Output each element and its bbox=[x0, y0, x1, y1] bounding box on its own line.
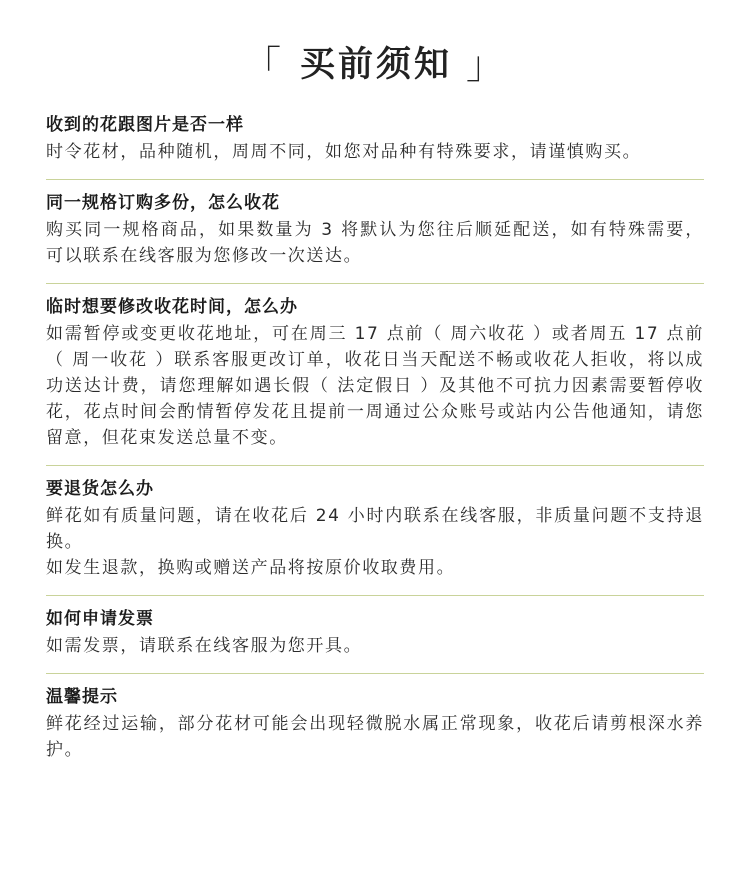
page-title-text: 买前须知 bbox=[299, 44, 452, 85]
section-title: 温馨提示 bbox=[46, 687, 118, 707]
section-title: 收到的花跟图片是否一样 bbox=[46, 115, 244, 135]
section-title: 同一规格订购多份，怎么收花 bbox=[46, 193, 280, 213]
page-title bbox=[243, 34, 507, 89]
section-paragraph: 如需发票，请联系在线客服为您开具。 bbox=[46, 636, 363, 656]
section-title: 如何申请发票 bbox=[46, 609, 154, 629]
section-title: 临时想要修改收花时间，怎么办 bbox=[46, 297, 298, 317]
faq-section-multiple-orders bbox=[46, 180, 704, 284]
section-paragraph: 购买同一规格商品，如果数量为 3 将默认为您往后顺延配送，如有特殊需要，可以联系在线客服为您修改一次送达。 bbox=[46, 220, 704, 266]
section-paragraph: 如发生退款，换购或赠送产品将按原价收取费用。 bbox=[46, 558, 456, 578]
section-body bbox=[46, 217, 704, 269]
section-body bbox=[46, 633, 704, 659]
section-paragraph: 如需暂停或变更收花地址，可在周三 17 点前（ 周六收花 ）或者周五 17 点前（ 周一收花 ）联系客服更改订单，收花日当天配送不畅或收花人拒收，将以成功送达计费，请您理解如遇长假（ 法定假日 ）及其他不可抗力因素需要暂停收花，花点时间会酌情暂停发花且提前一周通过公众账号或站内公告他通知，请您留意，但花束发送总量不变。 bbox=[46, 324, 704, 448]
faq-section-returns bbox=[46, 466, 704, 596]
section-body bbox=[46, 321, 704, 451]
section-body bbox=[46, 503, 704, 581]
faq-section-change-delivery-time bbox=[46, 284, 704, 466]
section-body bbox=[46, 711, 704, 763]
section-paragraph: 时令花材，品种随机，周周不同，如您对品种有特殊要求，请谨慎购买。 bbox=[46, 142, 642, 162]
section-paragraph: 鲜花如有质量问题，请在收花后 24 小时内联系在线客服，非质量问题不支持退换。 bbox=[46, 506, 704, 552]
faq-section-invoice bbox=[46, 596, 704, 674]
faq-section-image-match bbox=[46, 102, 704, 180]
section-body bbox=[46, 139, 704, 165]
header bbox=[46, 0, 704, 102]
section-paragraph: 鲜花经过运输，部分花材可能会出现轻微脱水属正常现象，收花后请剪根深水养护。 bbox=[46, 714, 704, 760]
title-bracket-right: 」 bbox=[466, 43, 508, 87]
section-title: 要退货怎么办 bbox=[46, 479, 154, 499]
faq-section-tips bbox=[46, 674, 704, 777]
title-bracket-left: 「 bbox=[242, 43, 284, 87]
